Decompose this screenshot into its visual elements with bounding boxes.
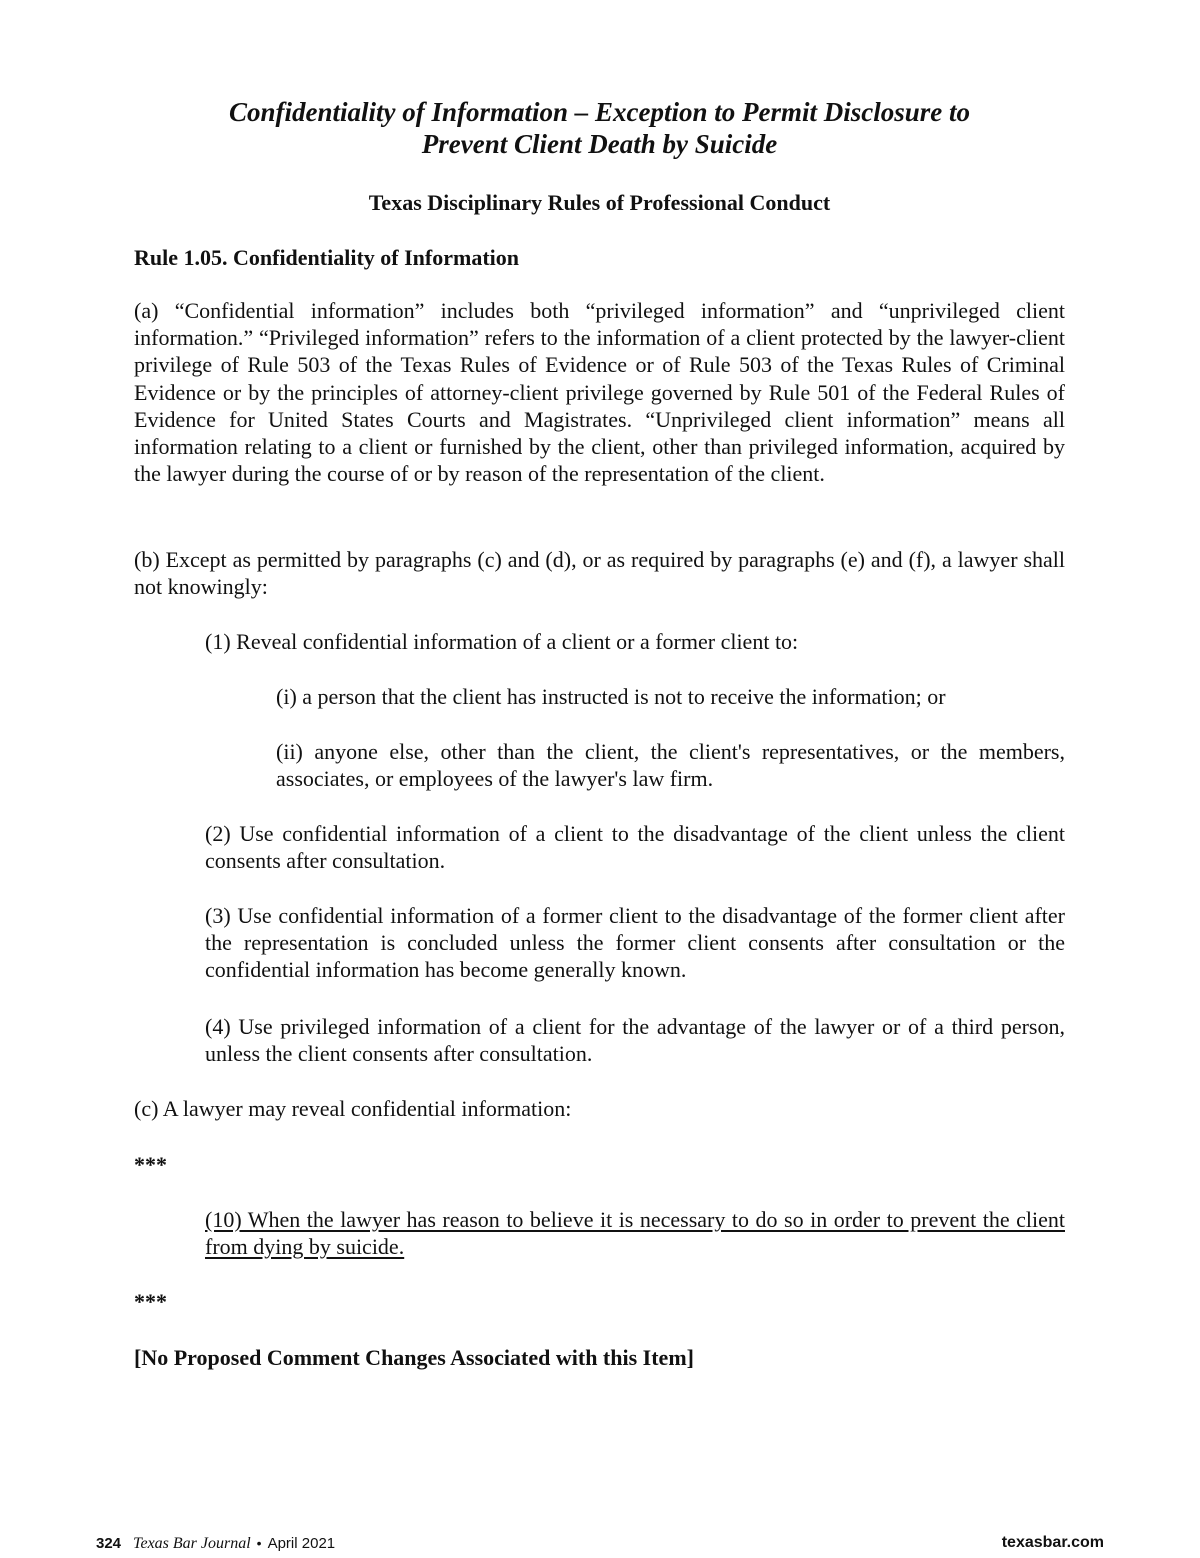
document-title-line-1: Confidentiality of Information – Exception to Permit Disclosure to <box>228 97 971 127</box>
item-c10-proposed: (10) When the lawyer has reason to believe it is necessary to do so in order to prevent the client from dying by suicide. <box>205 1207 1065 1260</box>
website-link[interactable]: texasbar.com <box>1001 1534 1104 1551</box>
paragraph-b: (b) Except as permitted by paragraphs (c) and (d), or as required by paragraphs (e) and (f), a lawyer shall not knowingly: <box>134 547 1065 600</box>
paragraph-a: (a) “Confidential information” includes both “privileged information” and “unprivileged client information.” “Privileged information” refers to the information of a client protected by the lawyer-client privilege of Rule 503 of the Texas Rules of Evidence or of Rule 503 of the Texas Rules of Criminal Evidence or by the principles of attorney-client privilege governed by Rule 501 of the Federal Rules of Evidence for United States Courts and Magistrates. “Unprivileged client information” means all information relating to a client or furnished by the client, other than privileged information, acquired by the lawyer during the course of or by reason of the representation of the client. <box>134 298 1065 487</box>
omission-marker-1: *** <box>134 1152 167 1177</box>
page-footer <box>96 1533 1104 1553</box>
footer-bullet: • <box>256 1535 262 1551</box>
item-b3: (3) Use confidential information of a former client to the disadvantage of the former client after the representation is concluded unless the former client consents after consultation or the confidential information has become generally known. <box>205 903 1065 983</box>
item-b1-i: (i) a person that the client has instructed is not to receive the information; or <box>276 684 946 709</box>
omission-marker-2: *** <box>134 1289 167 1314</box>
item-b1: (1) Reveal confidential information of a client or a former client to: <box>205 629 799 654</box>
page-number: 324 <box>96 1535 122 1552</box>
document-title <box>134 96 1065 160</box>
paragraph-c: (c) A lawyer may reveal confidential information: <box>134 1096 572 1121</box>
closing-note: [No Proposed Comment Changes Associated with this Item] <box>134 1345 694 1370</box>
rule-heading: Rule 1.05. Confidentiality of Information <box>134 245 519 270</box>
item-b4: (4) Use privileged information of a client for the advantage of the lawyer or of a third person, unless the client consents after consultation. <box>205 1014 1065 1067</box>
item-b2: (2) Use confidential information of a client to the disadvantage of the client unless the client consents after consultation. <box>205 821 1065 874</box>
journal-name: Texas Bar Journal <box>133 1535 251 1552</box>
document-title-line-2: Prevent Client Death by Suicide <box>421 129 778 159</box>
document-subtitle: Texas Disciplinary Rules of Professional Conduct <box>368 190 831 215</box>
issue-date: April 2021 <box>267 1535 336 1552</box>
item-b1-ii: (ii) anyone else, other than the client, the client's representatives, or the members, associates, or employees of the lawyer's law firm. <box>276 739 1065 792</box>
